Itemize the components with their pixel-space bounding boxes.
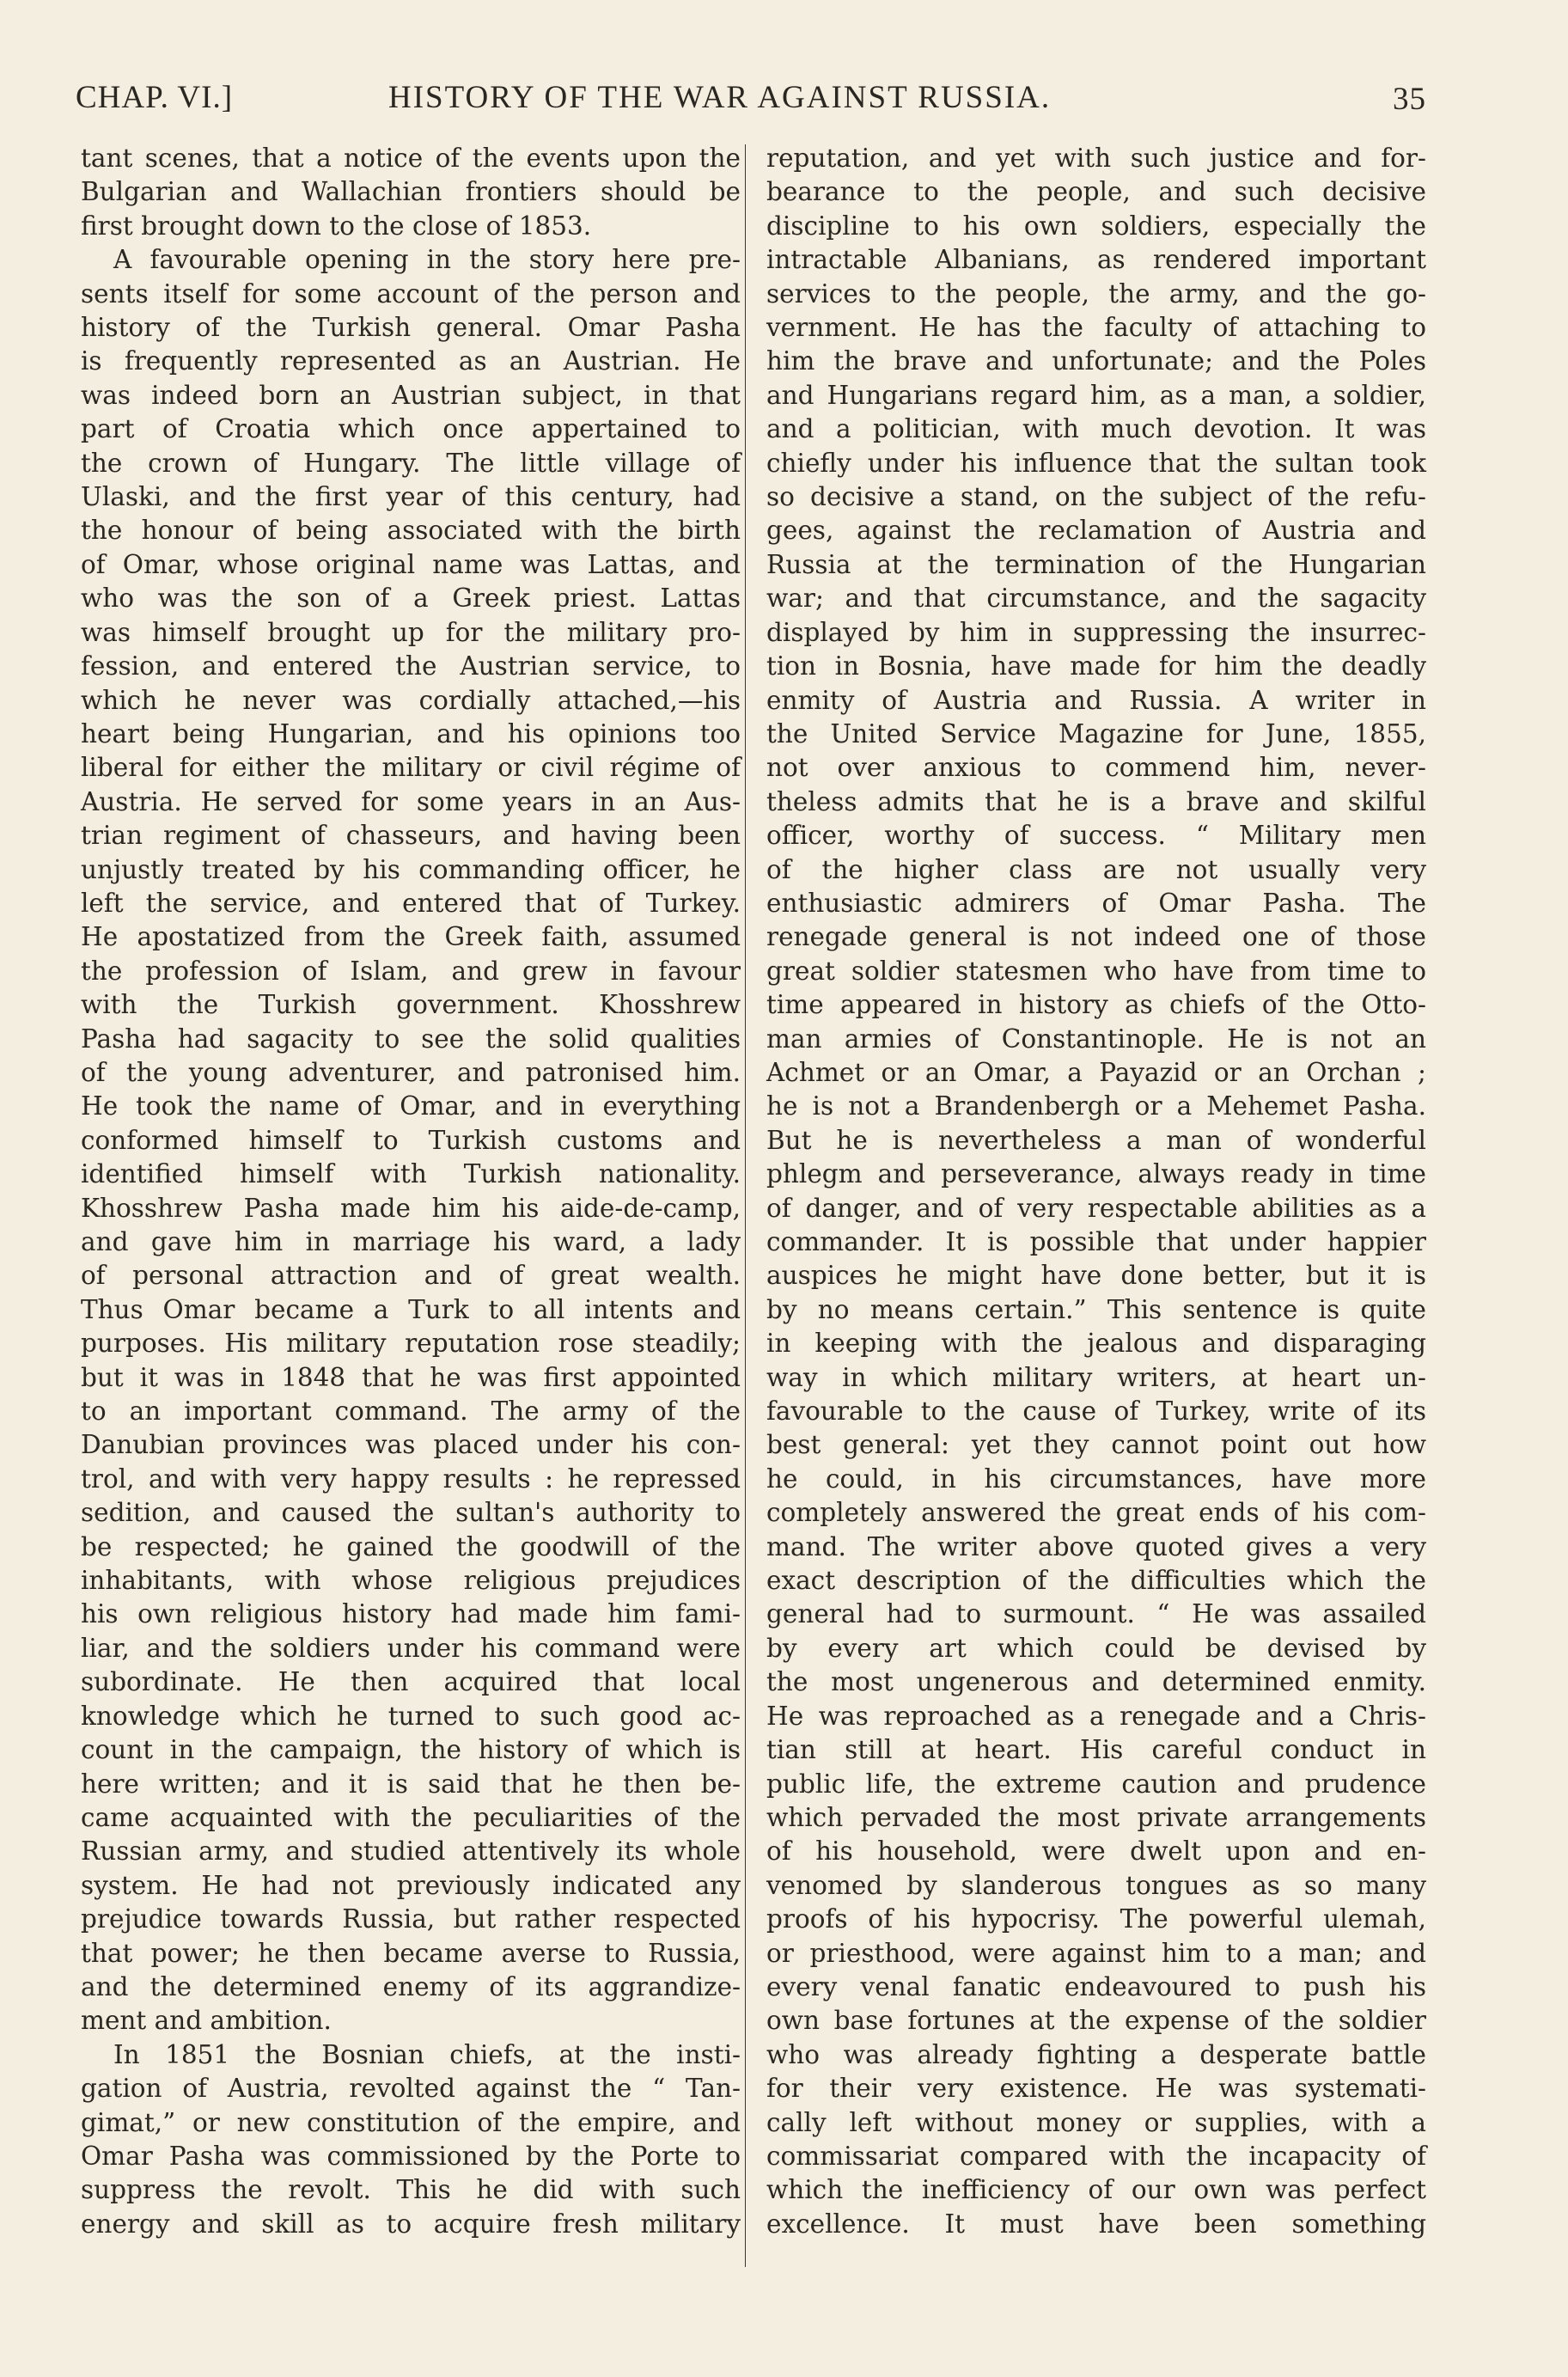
text-line: conformed himself to Turkish customs and (81, 1125, 741, 1155)
text-line: subordinate. He then acquired that local (81, 1667, 741, 1697)
text-line: count in the campaign, the history of which is (81, 1735, 741, 1765)
text-line: that power; he then became averse to Russia, (81, 1938, 741, 1968)
text-line: was indeed born an Austrian subject, in that (81, 380, 741, 410)
text-line: and a politician, with much devotion. It was (766, 414, 1426, 444)
text-line: not over anxious to commend him, never- (766, 753, 1426, 783)
text-line: theless admits that he is a brave and skilful (766, 786, 1426, 816)
text-line: the United Service Magazine for June, 1855, (766, 718, 1426, 749)
text-line: came acquainted with the peculiarities of the (81, 1802, 741, 1832)
chapter-label: CHAP. VI.] (76, 80, 234, 115)
text-line: part of Croatia which once appertained to (81, 414, 741, 444)
text-line: of personal attraction and of great wealth. (81, 1261, 741, 1291)
text-line: his own religious history had made him fami- (81, 1599, 741, 1629)
text-line: completely answered the great ends of his com- (766, 1498, 1426, 1528)
text-line: which pervaded the most private arrangements (766, 1802, 1426, 1832)
text-line: sents itself for some account of the person and (81, 278, 741, 309)
text-line: so decisive a stand, on the subject of the refu- (766, 482, 1426, 512)
text-line: venomed by slanderous tongues as so many (766, 1870, 1426, 1900)
text-line: Thus Omar became a Turk to all intents and (81, 1294, 741, 1324)
text-line: He apostatized from the Greek faith, assumed (81, 922, 741, 952)
text-line: war; and that circumstance, and the sagacity (766, 584, 1426, 614)
running-head (76, 79, 1426, 122)
text-line: Pasha had sagacity to see the solid qualities (81, 1024, 741, 1054)
text-line: ment and ambition. (81, 2006, 332, 2036)
text-line: chiefly under his influence that the sultan took (766, 448, 1426, 478)
text-line: enmity of Austria and Russia. A writer in (766, 685, 1426, 715)
text-line: He was reproached as a renegade and a Chris- (766, 1701, 1426, 1731)
text-line: bearance to the people, and such decisive (766, 177, 1426, 207)
text-line: reputation, and yet with such justice and for- (766, 144, 1426, 173)
text-line: But he is nevertheless a man of wonderful (766, 1125, 1426, 1155)
text-line: Russia at the termination of the Hungarian (766, 549, 1426, 579)
text-line: knowledge which he turned to such good ac- (81, 1701, 741, 1731)
text-line: proofs of his hypocrisy. The powerful ulemah, (766, 1904, 1426, 1934)
text-line: energy and skill as to acquire fresh military (81, 2209, 741, 2239)
text-line: Khosshrew Pasha made him his aide-de-camp, (81, 1193, 741, 1223)
text-line: the profession of Islam, and grew in favour (81, 956, 741, 986)
text-line: suppress the revolt. This he did with such (81, 2175, 741, 2205)
text-line: Omar Pasha was commissioned by the Porte to (81, 2141, 741, 2171)
text-line: general had to surmount. “ He was assailed (766, 1599, 1426, 1629)
text-line: of Omar, whose original name was Lattas, and (81, 549, 741, 579)
text-line: gation of Austria, revolted against the “ Tan- (81, 2074, 741, 2104)
text-line: which he never was cordially attached,—his (81, 685, 741, 715)
text-line: liberal for either the military or civil régime of (81, 753, 741, 783)
text-line: he is not a Brandenbergh or a Mehemet Pasha. (766, 1091, 1426, 1121)
text-line: by no means certain.” This sentence is quite (766, 1294, 1426, 1324)
text-line: great soldier statesmen who have from time to (766, 956, 1426, 986)
text-line: liar, and the soldiers under his command were (81, 1633, 741, 1663)
text-line: best general: yet they cannot point out how (766, 1430, 1426, 1460)
text-line: public life, the extreme caution and prudence (766, 1769, 1426, 1799)
text-line: by every art which could be devised by (766, 1633, 1426, 1663)
text-line: for their very existence. He was systemati- (766, 2074, 1426, 2104)
text-line: which the inefficiency of our own was perfect (766, 2175, 1426, 2205)
text-line: mand. The writer above quoted gives a very (766, 1531, 1426, 1561)
text-line: but it was in 1848 that he was first appointed (81, 1362, 741, 1392)
text-line: of the higher class are not usually very (766, 854, 1426, 884)
text-line: tant scenes, that a notice of the events upon the (81, 144, 741, 173)
text-line: gees, against the reclamation of Austria and (766, 516, 1426, 546)
text-line: be respected; he gained the goodwill of the (81, 1531, 741, 1561)
text-line: purposes. His military reputation rose steadily; (81, 1329, 741, 1359)
text-line: way in which military writers, at heart un- (766, 1362, 1426, 1392)
text-line: He took the name of Omar, and in everything (81, 1091, 741, 1121)
text-line: phlegm and perseverance, always ready in time (766, 1159, 1426, 1189)
text-line: services to the people, the army, and the go- (766, 278, 1426, 309)
text-line: tian still at heart. His careful conduct in (766, 1735, 1426, 1765)
text-line: of his household, were dwelt upon and en- (766, 1836, 1426, 1867)
text-line: prejudice towards Russia, but rather respected (81, 1904, 741, 1934)
text-line: fession, and entered the Austrian service, to (81, 651, 741, 681)
text-line: exact description of the difficulties which the (766, 1566, 1426, 1596)
right-text-column (766, 142, 1426, 2241)
text-line: history of the Turkish general. Omar Pasha (81, 313, 741, 343)
text-line: in keeping with the jealous and disparaging (766, 1329, 1426, 1359)
text-line: officer, worthy of success. “ Military men (766, 821, 1426, 851)
text-line: trian regiment of chasseurs, and having been (81, 821, 741, 851)
text-line: favourable to the cause of Turkey, write of its (766, 1396, 1426, 1427)
text-line: or priesthood, were against him to a man; and (766, 1938, 1426, 1968)
text-line: Ulaski, and the first year of this century, had (81, 482, 741, 512)
text-line: of danger, and of very respectable abilities as a (766, 1193, 1426, 1223)
text-line: here written; and it is said that he then be- (81, 1769, 741, 1799)
text-line: gimat,” or new constitution of the empire, and (81, 2107, 741, 2137)
text-line: intractable Albanians, as rendered important (766, 245, 1426, 275)
text-line: cally left without money or supplies, with a (766, 2107, 1426, 2137)
text-line: man armies of Constantinople. He is not an (766, 1024, 1426, 1054)
text-line: tion in Bosnia, have made for him the deadly (766, 651, 1426, 681)
text-line: renegade general is not indeed one of those (766, 922, 1426, 952)
text-line: who was the son of a Greek priest. Lattas (81, 584, 741, 614)
text-line: him the brave and unfortunate; and the Poles (766, 346, 1426, 376)
text-line: and gave him in marriage his ward, a lady (81, 1227, 741, 1256)
text-line: auspices he might have done better, but it is (766, 1261, 1426, 1291)
text-line: he could, in his circumstances, have more (766, 1463, 1426, 1494)
text-line: first brought down to the close of 1853. (81, 211, 592, 241)
text-line: time appeared in history as chiefs of the Otto- (766, 990, 1426, 1020)
text-line: Danubian provinces was placed under his con- (81, 1430, 741, 1460)
text-line: the most ungenerous and determined enmity. (766, 1667, 1426, 1697)
text-line: own base fortunes at the expense of the soldier (766, 2006, 1426, 2036)
text-line: commander. It is possible that under happier (766, 1227, 1426, 1256)
text-line: Austria. He served for some years in an Aus- (81, 786, 741, 816)
column-divider (745, 144, 746, 2267)
text-line: enthusiastic admirers of Omar Pasha. The (766, 888, 1426, 918)
book-title: HISTORY OF THE WAR AGAINST RUSSIA. (388, 80, 1052, 115)
text-line: identified himself with Turkish nationality. (81, 1159, 741, 1189)
text-line: and the determined enemy of its aggrandize- (81, 1971, 741, 2001)
text-line: is frequently represented as an Austrian. He (81, 346, 741, 376)
text-line: heart being Hungarian, and his opinions too (81, 718, 741, 749)
page-number: 35 (1393, 82, 1426, 117)
text-line: commissariat compared with the incapacity of (766, 2141, 1426, 2171)
text-line: A favourable opening in the story here pre- (113, 245, 741, 275)
left-text-column (81, 142, 741, 2241)
text-line: vernment. He has the faculty of attaching to (766, 313, 1426, 343)
text-line: displayed by him in suppressing the insurrec- (766, 617, 1426, 647)
text-line: to an important command. The army of the (81, 1396, 741, 1427)
text-line: who was already fighting a desperate battle (766, 2039, 1426, 2069)
text-line: was himself brought up for the military pro- (81, 617, 741, 647)
text-line: inhabitants, with whose religious prejudices (81, 1566, 741, 1596)
text-line: sedition, and caused the sultan's authority to (81, 1498, 741, 1528)
text-line: the honour of being associated with the birth (81, 516, 741, 546)
text-line: left the service, and entered that of Turkey. (81, 888, 741, 918)
text-line: In 1851 the Bosnian chiefs, at the insti- (113, 2039, 741, 2069)
text-line: and Hungarians regard him, as a man, a soldier, (766, 380, 1426, 410)
text-line: system. He had not previously indicated any (81, 1870, 741, 1900)
text-line: discipline to his own soldiers, especially the (766, 211, 1426, 241)
text-line: every venal fanatic endeavoured to push his (766, 1971, 1426, 2001)
text-line: trol, and with very happy results : he repressed (81, 1463, 741, 1494)
text-line: unjustly treated by his commanding officer, he (81, 854, 741, 884)
text-line: with the Turkish government. Khosshrew (81, 990, 741, 1020)
text-line: Bulgarian and Wallachian frontiers should be (81, 177, 741, 207)
text-line: Russian army, and studied attentively its whole (81, 1836, 741, 1867)
text-line: of the young adventurer, and patronised him. (81, 1057, 741, 1087)
text-line: the crown of Hungary. The little village of (81, 448, 741, 478)
text-line: Achmet or an Omar, a Payazid or an Orchan ; (766, 1057, 1426, 1087)
text-line: excellence. It must have been something (766, 2209, 1426, 2239)
